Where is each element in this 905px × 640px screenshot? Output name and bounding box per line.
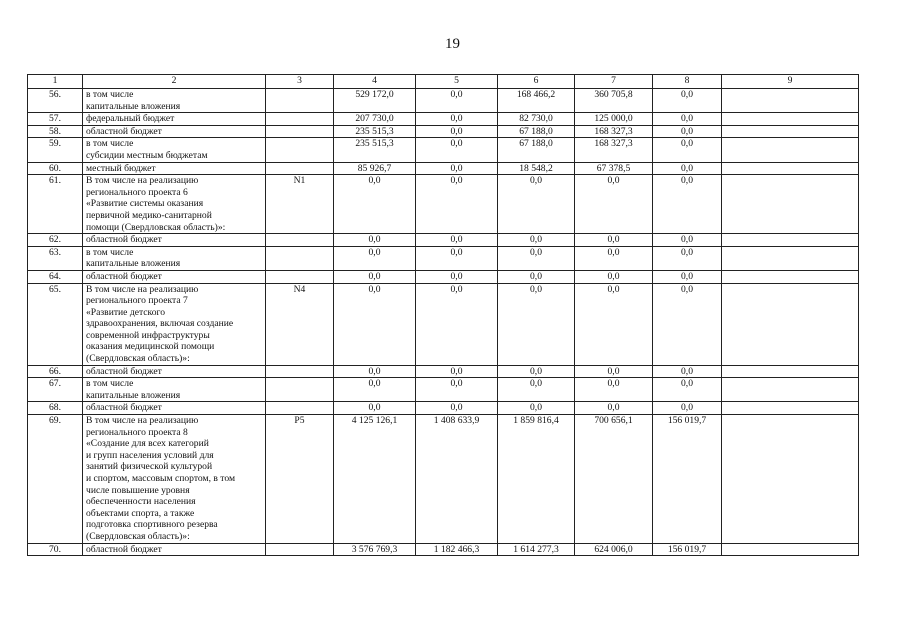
value-cell-col4: 0,0 — [334, 270, 416, 283]
value-cell-col6: 82 730,0 — [498, 113, 575, 126]
value-cell-col7: 0,0 — [575, 246, 653, 270]
value-cell-col4: 207 730,0 — [334, 113, 416, 126]
value-cell-col8: 0,0 — [653, 402, 722, 415]
table-row — [28, 125, 859, 138]
value-cell-col8: 0,0 — [653, 89, 722, 113]
row-description-cell: областной бюджет — [83, 125, 266, 138]
value-cell-col7: 0,0 — [575, 378, 653, 402]
table-row — [28, 89, 859, 113]
header-cell-6: 6 — [498, 75, 575, 89]
value-cell-col9 — [722, 415, 859, 544]
value-cell-col8: 0,0 — [653, 270, 722, 283]
value-cell-col4: 0,0 — [334, 402, 416, 415]
table-row — [28, 415, 859, 544]
row-description-cell: областной бюджет — [83, 543, 266, 556]
header-cell-4: 4 — [334, 75, 416, 89]
row-code-cell — [266, 234, 334, 247]
value-cell-col9 — [722, 234, 859, 247]
value-cell-col4: 0,0 — [334, 246, 416, 270]
table-row — [28, 138, 859, 162]
value-cell-col4: 85 926,7 — [334, 162, 416, 175]
header-cell-2: 2 — [83, 75, 266, 89]
value-cell-col6: 0,0 — [498, 234, 575, 247]
row-number-cell: 57. — [28, 113, 83, 126]
row-number-cell: 63. — [28, 246, 83, 270]
row-description-cell: в том числе субсидии местным бюджетам — [83, 138, 266, 162]
value-cell-col8: 156 019,7 — [653, 543, 722, 556]
value-cell-col7: 700 656,1 — [575, 415, 653, 544]
header-cell-1: 1 — [28, 75, 83, 89]
value-cell-col4: 3 576 769,3 — [334, 543, 416, 556]
value-cell-col6: 0,0 — [498, 283, 575, 365]
row-number-cell: 62. — [28, 234, 83, 247]
row-code-cell — [266, 246, 334, 270]
value-cell-col9 — [722, 378, 859, 402]
table-row — [28, 402, 859, 415]
row-number-cell: 70. — [28, 543, 83, 556]
row-code-cell — [266, 402, 334, 415]
value-cell-col6: 0,0 — [498, 378, 575, 402]
row-number-cell: 67. — [28, 378, 83, 402]
row-number-cell: 56. — [28, 89, 83, 113]
row-code-cell — [266, 125, 334, 138]
row-code-cell: P5 — [266, 415, 334, 544]
row-code-cell: N4 — [266, 283, 334, 365]
value-cell-col5: 1 182 466,3 — [416, 543, 498, 556]
table-row — [28, 234, 859, 247]
row-number-cell: 66. — [28, 365, 83, 378]
value-cell-col4: 235 515,3 — [334, 125, 416, 138]
value-cell-col9 — [722, 89, 859, 113]
value-cell-col7: 67 378,5 — [575, 162, 653, 175]
header-row — [28, 75, 859, 89]
header-cell-3: 3 — [266, 75, 334, 89]
value-cell-col6: 0,0 — [498, 270, 575, 283]
value-cell-col6: 0,0 — [498, 175, 575, 234]
value-cell-col5: 0,0 — [416, 175, 498, 234]
table-row — [28, 162, 859, 175]
row-description-cell: В том числе на реализацию регионального проекта 6 «Развитие системы оказания первичной медико-санитарной помощи (Свердловская область)»: — [83, 175, 266, 234]
value-cell-col7: 168 327,3 — [575, 125, 653, 138]
value-cell-col6: 18 548,2 — [498, 162, 575, 175]
value-cell-col4: 235 515,3 — [334, 138, 416, 162]
row-description-cell: местный бюджет — [83, 162, 266, 175]
value-cell-col9 — [722, 543, 859, 556]
table-body — [28, 75, 859, 556]
row-number-cell: 60. — [28, 162, 83, 175]
page-number: 19 — [445, 36, 460, 52]
row-description-cell: В том числе на реализацию регионального проекта 7 «Развитие детского здравоохранения, включая создание современной инфраструктуры оказания медицинской помощи (Свердловская область)»: — [83, 283, 266, 365]
row-code-cell — [266, 89, 334, 113]
value-cell-col7: 0,0 — [575, 270, 653, 283]
value-cell-col8: 0,0 — [653, 378, 722, 402]
value-cell-col6: 0,0 — [498, 246, 575, 270]
value-cell-col8: 0,0 — [653, 283, 722, 365]
value-cell-col8: 0,0 — [653, 138, 722, 162]
row-description-cell: в том числе капитальные вложения — [83, 378, 266, 402]
value-cell-col5: 0,0 — [416, 162, 498, 175]
value-cell-col7: 0,0 — [575, 234, 653, 247]
value-cell-col5: 0,0 — [416, 270, 498, 283]
value-cell-col5: 0,0 — [416, 246, 498, 270]
header-cell-9: 9 — [722, 75, 859, 89]
row-number-cell: 68. — [28, 402, 83, 415]
row-description-cell: областной бюджет — [83, 365, 266, 378]
value-cell-col4: 0,0 — [334, 365, 416, 378]
row-code-cell — [266, 162, 334, 175]
value-cell-col5: 0,0 — [416, 283, 498, 365]
row-description-cell: В том числе на реализацию регионального проекта 8 «Создание для всех категорий и групп населения условий для занятий физической культурой и спортом, массовым спортом, в том числе повышение уровня обеспеченности населения объектами спорта, а также подготовка спортивного резерва (Свердловская область)»: — [83, 415, 266, 544]
row-description-cell: областной бюджет — [83, 402, 266, 415]
row-number-cell: 59. — [28, 138, 83, 162]
table-row — [28, 175, 859, 234]
value-cell-col8: 0,0 — [653, 175, 722, 234]
table-row — [28, 270, 859, 283]
header-cell-5: 5 — [416, 75, 498, 89]
value-cell-col9 — [722, 246, 859, 270]
table-row — [28, 246, 859, 270]
value-cell-col7: 0,0 — [575, 402, 653, 415]
value-cell-col7: 125 000,0 — [575, 113, 653, 126]
value-cell-col5: 0,0 — [416, 378, 498, 402]
row-code-cell — [266, 138, 334, 162]
row-description-cell: в том числе капитальные вложения — [83, 246, 266, 270]
value-cell-col7: 0,0 — [575, 175, 653, 234]
value-cell-col4: 0,0 — [334, 378, 416, 402]
value-cell-col5: 0,0 — [416, 234, 498, 247]
value-cell-col9 — [722, 270, 859, 283]
row-code-cell — [266, 113, 334, 126]
header-cell-7: 7 — [575, 75, 653, 89]
value-cell-col7: 624 006,0 — [575, 543, 653, 556]
row-code-cell — [266, 378, 334, 402]
value-cell-col9 — [722, 138, 859, 162]
value-cell-col9 — [722, 365, 859, 378]
value-cell-col4: 529 172,0 — [334, 89, 416, 113]
value-cell-col9 — [722, 402, 859, 415]
value-cell-col6: 67 188,0 — [498, 138, 575, 162]
value-cell-col5: 0,0 — [416, 125, 498, 138]
table-row — [28, 365, 859, 378]
value-cell-col9 — [722, 113, 859, 126]
value-cell-col4: 4 125 126,1 — [334, 415, 416, 544]
table-row — [28, 378, 859, 402]
value-cell-col7: 360 705,8 — [575, 89, 653, 113]
header-cell-8: 8 — [653, 75, 722, 89]
value-cell-col5: 0,0 — [416, 365, 498, 378]
row-number-cell: 64. — [28, 270, 83, 283]
value-cell-col8: 156 019,7 — [653, 415, 722, 544]
value-cell-col6: 168 466,2 — [498, 89, 575, 113]
row-description-cell: федеральный бюджет — [83, 113, 266, 126]
value-cell-col8: 0,0 — [653, 162, 722, 175]
value-cell-col7: 0,0 — [575, 365, 653, 378]
row-code-cell — [266, 543, 334, 556]
value-cell-col4: 0,0 — [334, 283, 416, 365]
value-cell-col5: 0,0 — [416, 402, 498, 415]
budget-table — [27, 74, 859, 556]
row-number-cell: 61. — [28, 175, 83, 234]
value-cell-col5: 0,0 — [416, 138, 498, 162]
value-cell-col5: 0,0 — [416, 113, 498, 126]
value-cell-col9 — [722, 283, 859, 365]
value-cell-col9 — [722, 125, 859, 138]
value-cell-col4: 0,0 — [334, 175, 416, 234]
value-cell-col6: 0,0 — [498, 365, 575, 378]
value-cell-col5: 0,0 — [416, 89, 498, 113]
value-cell-col9 — [722, 162, 859, 175]
table-row — [28, 283, 859, 365]
value-cell-col9 — [722, 175, 859, 234]
value-cell-col7: 0,0 — [575, 283, 653, 365]
row-code-cell: N1 — [266, 175, 334, 234]
table-row — [28, 113, 859, 126]
value-cell-col8: 0,0 — [653, 113, 722, 126]
row-description-cell: в том числе капитальные вложения — [83, 89, 266, 113]
row-code-cell — [266, 365, 334, 378]
value-cell-col5: 1 408 633,9 — [416, 415, 498, 544]
value-cell-col6: 1 614 277,3 — [498, 543, 575, 556]
value-cell-col6: 0,0 — [498, 402, 575, 415]
value-cell-col8: 0,0 — [653, 246, 722, 270]
value-cell-col8: 0,0 — [653, 365, 722, 378]
row-number-cell: 69. — [28, 415, 83, 544]
row-number-cell: 65. — [28, 283, 83, 365]
value-cell-col6: 1 859 816,4 — [498, 415, 575, 544]
value-cell-col7: 168 327,3 — [575, 138, 653, 162]
value-cell-col6: 67 188,0 — [498, 125, 575, 138]
row-code-cell — [266, 270, 334, 283]
value-cell-col8: 0,0 — [653, 234, 722, 247]
row-description-cell: областной бюджет — [83, 234, 266, 247]
table-row — [28, 543, 859, 556]
value-cell-col8: 0,0 — [653, 125, 722, 138]
value-cell-col4: 0,0 — [334, 234, 416, 247]
row-description-cell: областной бюджет — [83, 270, 266, 283]
row-number-cell: 58. — [28, 125, 83, 138]
